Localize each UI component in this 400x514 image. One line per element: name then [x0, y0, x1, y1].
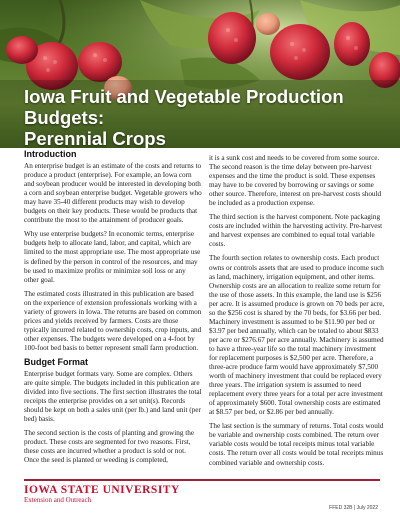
paragraph: The fourth section relates to ownership costs. Each product owns or controls assets that are used to produce income such as land, machinery, irrigation equipment, and other items. Ownership costs are an allocation to realize some return for the use of those assets. In this example, the land use is $256 per acre. It is assumed produce is grown on 70 beds per acre, so the $256 cost is shared by the 70 beds, for $3.66 per bed. Machinery investment is assumed to be $11.90 per bed or $3.97 per bed annually, which can be totaled to about $833 per acre or $276.67 per acre annually. Machinery is assumed to have a three-year life so the total machinery investment for replacement purposes is $2,500 per acre. Therefore, a three-acre produce farm would have approximately $7,500 worth of machinery investment that could be replaced every three years. The irrigation system is assumed to need replacement every three years for a total per acre investment of approximately $600. Total ownership costs are estimated at $8.57 per bed, or $2.86 per bed annually.: [209, 254, 385, 417]
footer-divider: [24, 479, 380, 481]
title-line-2: Perennial Crops: [24, 128, 166, 148]
paragraph: The third section is the harvest component. Note packaging costs are included within the harvesting activity. Pre-harvest and harvest expenses are combined to equal total variable costs.: [209, 213, 383, 249]
page-title: [24, 86, 394, 148]
paragraph: it is a sunk cost and needs to be covered from some source. The second reason is the time delay between pre-harvest expenses and the time the product is sold. These expenses may have to be covered by borrowing or savings or some other source. Therefore, interest on pre-harvest costs should be included as a production expense.: [209, 154, 382, 208]
university-logo[interactable]: [24, 484, 244, 510]
right-column: [209, 154, 385, 473]
paragraph: Enterprise budget formats vary. Some are complex. Others are quite simple. The budgets included in this publication are divided into five sections. The first section illustrates the total receipts the enterprise provides on a set unit(s). Records should be kept on both a sales unit (per lb.) and land unit (per bed) basis.: [24, 370, 202, 424]
paragraph: The estimated costs illustrated in this publication are based on the experience of extension professionals working with a variety of growers in Iowa. The returns are based on common prices and yields received by farmers. Costs are those typically incurred related to ownership costs, crop inputs, and other expenses. The budgets were developed on a 4-foot by 100-foot bed basis to better represent small farm production.: [24, 289, 202, 352]
paragraph: Why use enterprise budgets? In economic terms, enterprise budgets help to allocate land, labor, and capital, which are limited to the most appropriate use. The most appropriate use is defined by the person in control of the resources, and may be used to maximize profits or minimize soil loss or any other goal.: [24, 230, 201, 284]
budget-format-heading: Budget Format: [24, 356, 88, 367]
paragraph: An enterprise budget is an estimate of the costs and returns to produce a product (enterprise). For example, an Iowa corn and soybean producer would be interested in developing both a corn and soybean enterprise budget. Vegetable growers who may have 35-40 different products may wish to develop budgets on their key products. These would be products that contribute the most to the attainment of producer goals.: [24, 162, 202, 225]
hero-banner: [0, 0, 400, 148]
extension-label: Extension and Outreach: [24, 496, 92, 504]
introduction-heading: Introduction: [24, 149, 77, 159]
publication-code: FFED 32B | July 2022: [329, 505, 378, 511]
left-column: [24, 150, 202, 471]
title-line-1: Iowa Fruit and Vegetable Production Budgets:: [24, 86, 344, 128]
university-name: IOWA STATE UNIVERSITY: [24, 484, 180, 496]
paragraph: The last section is the summary of returns. Total costs would be variable and ownership costs combined. The return over variable costs would be total receipts minus total variable costs. The return over all costs would be total receipts minus combined variable and ownership costs.: [209, 422, 384, 467]
paragraph: The second section is the costs of planting and growing the product. These costs are segmented for two reasons. First, these costs are incurred whether a product is sold or not. Once the seed is planted or weeding is completed,: [24, 429, 195, 465]
